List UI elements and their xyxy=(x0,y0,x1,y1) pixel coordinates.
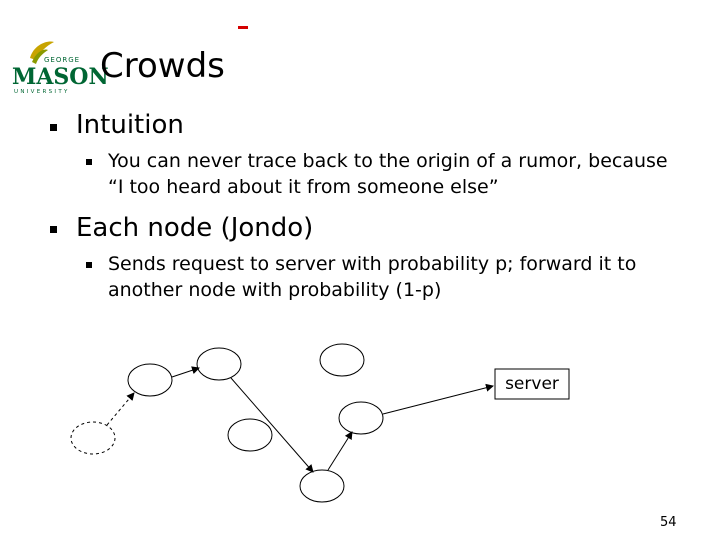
jondo-node xyxy=(320,344,364,376)
arrow-path xyxy=(172,368,199,377)
arrow-to-server xyxy=(383,386,493,414)
arrow-origin xyxy=(107,393,134,425)
logo-text-middle: MASON xyxy=(12,64,109,90)
jondo-node xyxy=(128,364,172,396)
jondo-node xyxy=(300,470,344,502)
jondo-node xyxy=(339,402,383,434)
sub-bullet-rumor: You can never trace back to the origin of a rumor, because “I too heard about it from someone else” xyxy=(108,150,668,198)
bullet-jondo: Each node (Jondo) xyxy=(76,213,314,243)
server-label: server xyxy=(505,374,559,394)
slide-title: Crowds xyxy=(100,46,225,86)
jondo-node xyxy=(71,422,115,454)
sub-bullet-forwarding: Sends request to server with probability p; forward it to another node with probability (1-p) xyxy=(108,253,637,301)
jondo-node xyxy=(197,348,241,380)
logo-text-top: GEORGE xyxy=(44,56,81,64)
bullet-intuition: Intuition xyxy=(76,110,184,140)
page-number: 54 xyxy=(660,515,677,530)
arrow-path xyxy=(328,432,352,470)
logo-text-bottom: UNIVERSITY xyxy=(14,89,70,95)
jondo-node xyxy=(228,419,272,451)
